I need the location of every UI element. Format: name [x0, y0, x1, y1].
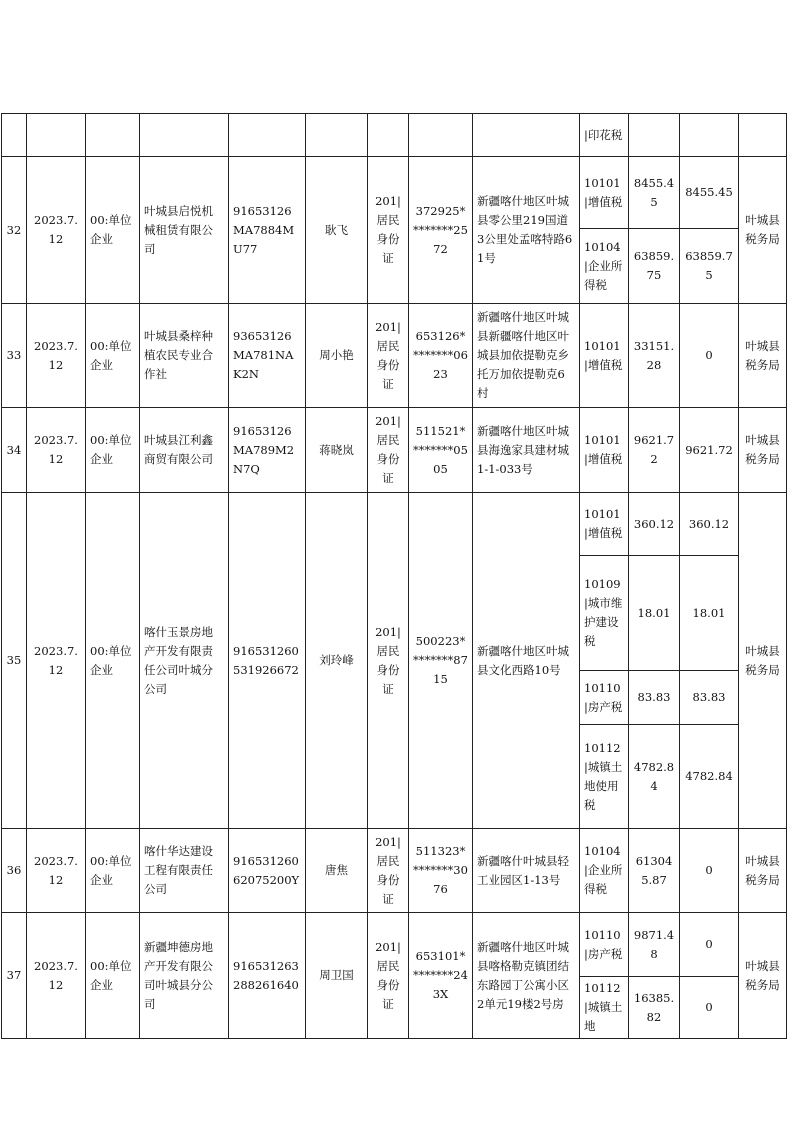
id-type: 201|居民身份证 [368, 408, 409, 493]
date-cell: 2023.7.12 [27, 913, 86, 1039]
id-type: 201|居民身份证 [368, 157, 409, 304]
tax-authority: 叶城县税务局 [739, 493, 787, 829]
taxpayer-type: 00:单位企业 [86, 493, 140, 829]
id-type: 201|居民身份证 [368, 913, 409, 1039]
paid-amount: 0 [680, 977, 739, 1039]
taxpayer-name: 新疆坤德房地产开发有限公司叶城县分公司 [140, 913, 229, 1039]
paid-amount: 83.83 [680, 671, 739, 725]
taxpayer-name: 叶城县启悦机械租赁有限公司 [140, 157, 229, 304]
table-row [2, 829, 787, 913]
tax-amount: 613045.87 [629, 829, 680, 913]
id-number: 653126********0623 [409, 304, 473, 408]
address-cell: 新疆喀什叶城县轻工业园区1-13号 [473, 829, 580, 913]
table-row [2, 913, 787, 977]
tax-item: |印花税 [580, 114, 629, 157]
credit-code: 91653126062075200Y [229, 829, 306, 913]
id-number: 653101********243X [409, 913, 473, 1039]
tax-arrears-table [1, 113, 787, 1039]
credit-code: 91653126MA789M2N7Q [229, 408, 306, 493]
address-cell: 新疆喀什地区叶城县海逸家具建材城1-1-033号 [473, 408, 580, 493]
table-row [2, 408, 787, 493]
taxpayer-type: 00:单位企业 [86, 408, 140, 493]
tax-amount: 16385.82 [629, 977, 680, 1039]
date-cell: 2023.7.12 [27, 304, 86, 408]
id-number: 500223********8715 [409, 493, 473, 829]
row-number: 32 [2, 157, 27, 304]
tax-amount: 63859.75 [629, 229, 680, 304]
tax-amount: 360.12 [629, 493, 680, 556]
tax-item: 10104|企业所得税 [580, 229, 629, 304]
tax-item: 10112|城镇土地使用税 [580, 725, 629, 829]
id-number: 372925********2572 [409, 157, 473, 304]
tax-item: 10110|房产税 [580, 671, 629, 725]
credit-code: 916531260531926672 [229, 493, 306, 829]
paid-amount: 0 [680, 829, 739, 913]
taxpayer-type: 00:单位企业 [86, 913, 140, 1039]
table-body [2, 114, 787, 1039]
paid-amount: 63859.75 [680, 229, 739, 304]
tax-amount: 8455.45 [629, 157, 680, 229]
legal-person: 周卫国 [306, 913, 368, 1039]
table-row [2, 493, 787, 556]
id-type: 201|居民身份证 [368, 304, 409, 408]
date-cell: 2023.7.12 [27, 829, 86, 913]
table-row [2, 157, 787, 229]
tax-item: 10110|房产税 [580, 913, 629, 977]
tax-item: 10104|企业所得税 [580, 829, 629, 913]
address-cell: 新疆喀什地区叶城县新疆喀什地区叶城县加依提勒克乡托万加依提勒克6村 [473, 304, 580, 408]
tax-amount: 9871.48 [629, 913, 680, 977]
paid-amount: 8455.45 [680, 157, 739, 229]
row-number: 37 [2, 913, 27, 1039]
row-number: 35 [2, 493, 27, 829]
date-cell: 2023.7.12 [27, 493, 86, 829]
tax-amount: 18.01 [629, 556, 680, 671]
tax-amount: 4782.84 [629, 725, 680, 829]
paid-amount: 0 [680, 913, 739, 977]
id-type: 201|居民身份证 [368, 493, 409, 829]
taxpayer-name: 叶城县江利鑫商贸有限公司 [140, 408, 229, 493]
legal-person: 唐焦 [306, 829, 368, 913]
address-cell: 新疆喀什地区叶城县喀格勒克镇团结东路园丁公寓小区2单元19楼2号房 [473, 913, 580, 1039]
paid-amount: 9621.72 [680, 408, 739, 493]
table-row [2, 304, 787, 408]
legal-person: 耿飞 [306, 157, 368, 304]
taxpayer-name: 喀什华达建设工程有限责任公司 [140, 829, 229, 913]
tax-authority: 叶城县税务局 [739, 829, 787, 913]
tax-authority: 叶城县税务局 [739, 408, 787, 493]
legal-person: 蒋晓岚 [306, 408, 368, 493]
paid-amount: 360.12 [680, 493, 739, 556]
row-number: 34 [2, 408, 27, 493]
tax-item: 10101|增值税 [580, 408, 629, 493]
tax-item: 10109|城市维护建设税 [580, 556, 629, 671]
id-type: 201|居民身份证 [368, 829, 409, 913]
tax-authority: 叶城县税务局 [739, 157, 787, 304]
taxpayer-type: 00:单位企业 [86, 829, 140, 913]
tax-item: 10101|增值税 [580, 157, 629, 229]
credit-code: 91653126MA7884MU77 [229, 157, 306, 304]
tax-authority: 叶城县税务局 [739, 304, 787, 408]
tax-amount: 9621.72 [629, 408, 680, 493]
tax-amount: 33151.28 [629, 304, 680, 408]
row-number: 36 [2, 829, 27, 913]
row-number: 33 [2, 304, 27, 408]
id-number: 511323********3076 [409, 829, 473, 913]
paid-amount: 18.01 [680, 556, 739, 671]
tax-item: 10112|城镇土地 [580, 977, 629, 1039]
paid-amount: 0 [680, 304, 739, 408]
credit-code: 916531263288261640 [229, 913, 306, 1039]
id-number: 511521********0505 [409, 408, 473, 493]
date-cell: 2023.7.12 [27, 408, 86, 493]
tax-authority: 叶城县税务局 [739, 913, 787, 1039]
address-cell: 新疆喀什地区叶城县零公里219国道3公里处孟喀特路61号 [473, 157, 580, 304]
taxpayer-type: 00:单位企业 [86, 304, 140, 408]
date-cell: 2023.7.12 [27, 157, 86, 304]
legal-person: 周小艳 [306, 304, 368, 408]
tax-amount: 83.83 [629, 671, 680, 725]
tax-item: 10101|增值税 [580, 493, 629, 556]
tax-item: 10101|增值税 [580, 304, 629, 408]
credit-code: 93653126MA781NAK2N [229, 304, 306, 408]
paid-amount: 4782.84 [680, 725, 739, 829]
taxpayer-type: 00:单位企业 [86, 157, 140, 304]
taxpayer-name: 喀什玉景房地产开发有限责任公司叶城分公司 [140, 493, 229, 829]
legal-person: 刘玲峰 [306, 493, 368, 829]
address-cell: 新疆喀什地区叶城县文化西路10号 [473, 493, 580, 829]
table-row-continued [2, 114, 787, 157]
taxpayer-name: 叶城县桑梓种植农民专业合作社 [140, 304, 229, 408]
